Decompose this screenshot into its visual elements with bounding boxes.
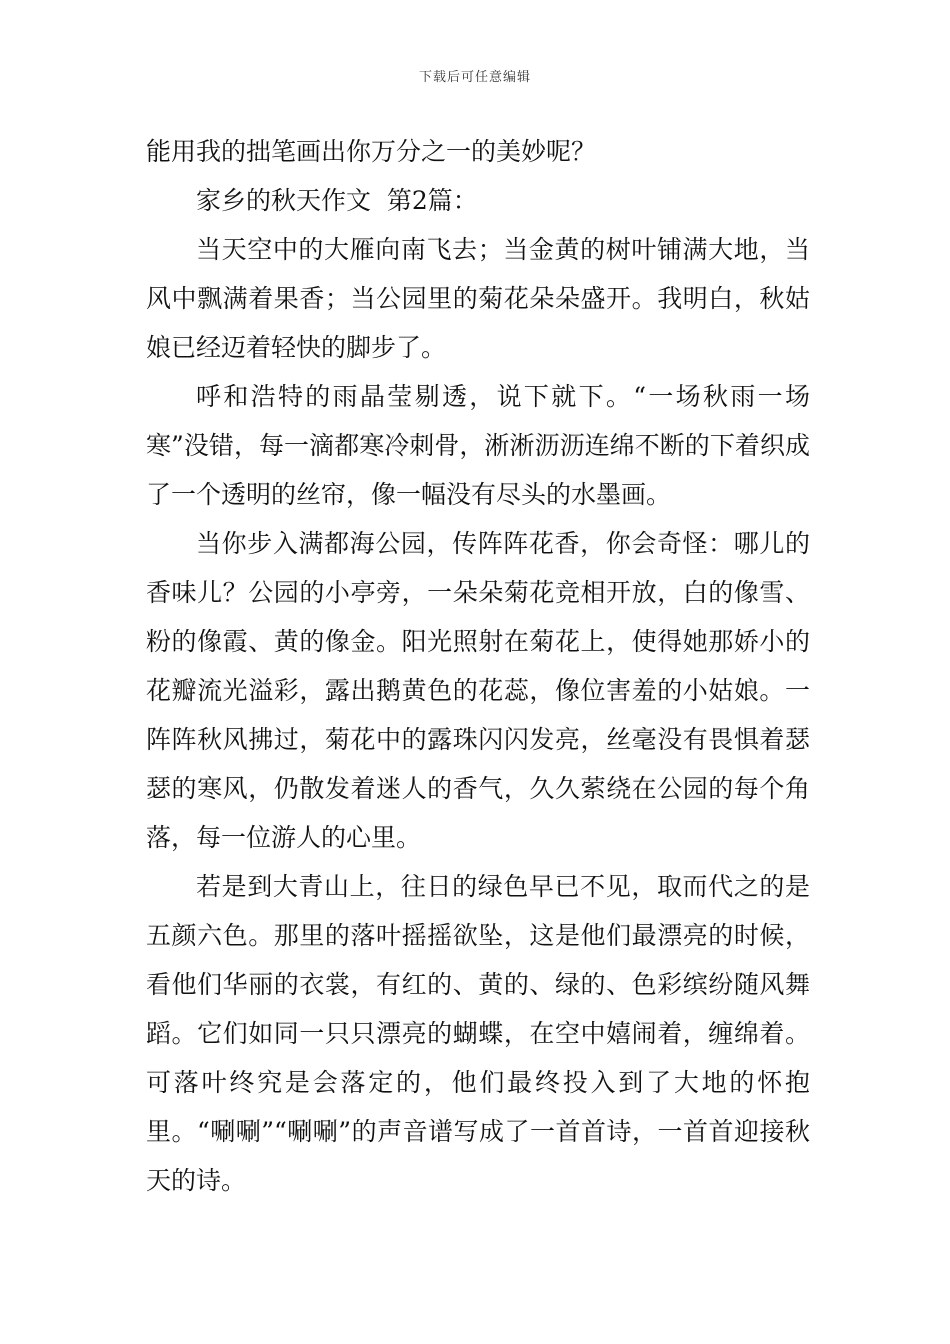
document-body bbox=[146, 127, 810, 1205]
paragraph: 当天空中的大雁向南飞去；当金黄的树叶铺满大地，当风中飘满着果香；当公园里的菊花朵朵盛开。我明白，秋姑娘已经迈着轻快的脚步了。 bbox=[146, 235, 810, 362]
page-header: 下载后可任意编辑 bbox=[418, 70, 531, 85]
paragraph: 呼和浩特的雨晶莹剔透，说下就下。“一场秋雨一场寒”没错，每一滴都寒冷刺骨，淅淅沥沥连绵不断的下着织成了一个透明的丝帘，像一幅没有尽头的水墨画。 bbox=[146, 382, 810, 509]
paragraph: 若是到大青山上，往日的绿色早已不见，取而代之的是五颜六色。那里的落叶摇摇欲坠，这是他们最漂亮的时候，看他们华丽的衣裳，有红的、黄的、绿的、色彩缤纷随风舞蹈。它们如同一只只漂亮的蝴蝶，在空中嬉闹着，缠绵着。可落叶终究是会落定的，他们最终投入到了大地的怀抱里。“唰唰”“唰唰”的声音谱写成了一首首诗，一首首迎接秋天的诗。 bbox=[146, 872, 810, 1195]
paragraph: 当你步入满都海公园，传阵阵花香，你会奇怪：哪儿的香味儿？公园的小亭旁，一朵朵菊花竞相开放，白的像雪、粉的像霞、黄的像金。阳光照射在菊花上，使得她那娇小的花瓣流光溢彩，露出鹅黄色的花蕊，像位害羞的小姑娘。一阵阵秋风拂过，菊花中的露珠闪闪发亮，丝毫没有畏惧着瑟瑟的寒风，仍散发着迷人的香气，久久萦绕在公园的每个角落，每一位游人的心里。 bbox=[146, 529, 810, 852]
paragraph-continuation: 能用我的拙笔画出你万分之一的美妙呢？ bbox=[146, 137, 597, 166]
section-heading: 家乡的秋天作文 第2篇： bbox=[196, 186, 478, 215]
